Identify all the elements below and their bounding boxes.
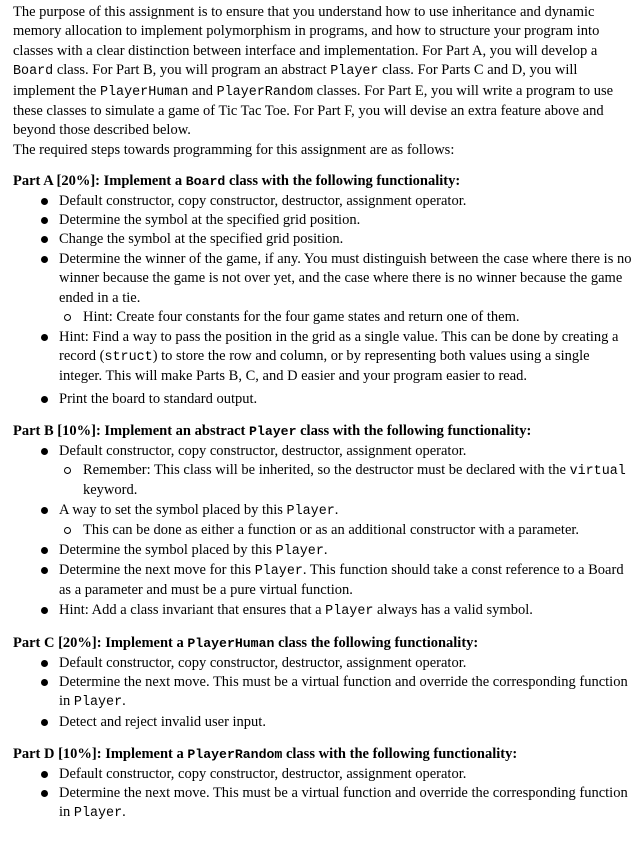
intro-text: class. For Part B, you will program an abstract [53, 62, 331, 79]
code-player-human: PlayerHuman [99, 84, 189, 100]
list-item: Determine the next move for this Player. This function should take a const reference to a Board as a parameter and must be a pure virtual function. [41, 561, 632, 601]
list-item: Change the symbol at the specified grid position. [41, 230, 632, 249]
intro-text: class. For Parts C and D, you will implement the [13, 62, 578, 99]
intro [13, 3, 632, 160]
list-item [41, 250, 632, 328]
sub-list-item: Remember: This class will be inherited, so the destructor must be declared with the virtual keyword. [63, 461, 632, 501]
list-item: Default constructor, copy constructor, destructor, assignment operator. [41, 765, 632, 784]
part-a-section [13, 172, 632, 409]
list-item: Determine the symbol placed by this Player. [41, 541, 632, 561]
intro-text: classes. For Part E, you will write a program to use these classes to simulate a game of Tic Tac Toe. For Part F, you will devise an extra feature above and beyond those described below. [13, 82, 614, 139]
part-d-list [13, 765, 632, 824]
part-b-section [13, 422, 632, 621]
part-b-list [13, 442, 632, 622]
code-player-random: PlayerRandom [216, 84, 314, 100]
list-item: Hint: Add a class invariant that ensures that a Player always has a valid symbol. [41, 601, 632, 621]
part-a-heading: Part A [20%]: Implement a Board class with the following functionality: [13, 173, 461, 190]
list-item: Determine the next move. This must be a virtual function and override the corresponding function in Player. [41, 673, 632, 713]
list-item [41, 442, 632, 501]
list-item: Default constructor, copy constructor, destructor, assignment operator. [41, 192, 632, 211]
part-c-section [13, 634, 632, 732]
sub-list-item: Hint: Create four constants for the four game states and return one of them. [63, 308, 632, 327]
list-item: Default constructor, copy constructor, destructor, assignment operator. [41, 654, 632, 673]
list-item: Hint: Find a way to pass the position in the grid as a single value. This can be done by creating a record (struct) to store the row and column, or by representing both values using a single integer. This will make Parts B, C, and D easier and your program easier to read. [41, 328, 632, 387]
part-c-list [13, 654, 632, 733]
part-a-list [13, 192, 632, 409]
list-item: A way to set the symbol placed by this Player. This can be done as either a function or as an additional constructor with a parameter. [41, 501, 632, 541]
code-player: Player [330, 64, 379, 80]
list-item-text: Determine the winner of the game, if any. You must distinguish between the case where there is no winner because the game is not over yet, and the case where there is no winner because the game ended in a tie. [59, 250, 632, 306]
part-d-heading: Part D [10%]: Implement a PlayerRandom class with the following functionality: [13, 746, 518, 763]
sub-list [59, 521, 632, 540]
intro-steps-line: The required steps towards programming for this assignment are as follows: [13, 141, 455, 158]
intro-text: and [188, 82, 217, 99]
sub-list [59, 308, 632, 327]
intro-text: The purpose of this assignment is to ensure that you understand how to use inheritance and dynamic memory allocation to implement polymorphism in programs, and how to structure your program into classes with a clear distinction between interface and implementation. For Part A, you will develop a [13, 4, 600, 59]
list-item: Print the board to standard output. [41, 390, 632, 409]
sub-list [59, 461, 632, 501]
code-board: Board [13, 64, 54, 80]
list-item: Determine the symbol at the specified grid position. [41, 211, 632, 230]
part-c-heading: Part C [20%]: Implement a PlayerHuman class the following functionality: [13, 635, 479, 652]
sub-list-item: This can be done as either a function or as an additional constructor with a parameter. [63, 521, 632, 540]
list-item: Detect and reject invalid user input. [41, 713, 632, 732]
part-b-heading: Part B [10%]: Implement an abstract Player class with the following functionality: [13, 423, 532, 440]
part-d-section [13, 745, 632, 824]
list-item-text: Default constructor, copy constructor, destructor, assignment operator. [59, 442, 467, 459]
list-item: Determine the next move. This must be a virtual function and override the corresponding function in Player. [41, 784, 632, 824]
intro-paragraph [13, 3, 632, 141]
